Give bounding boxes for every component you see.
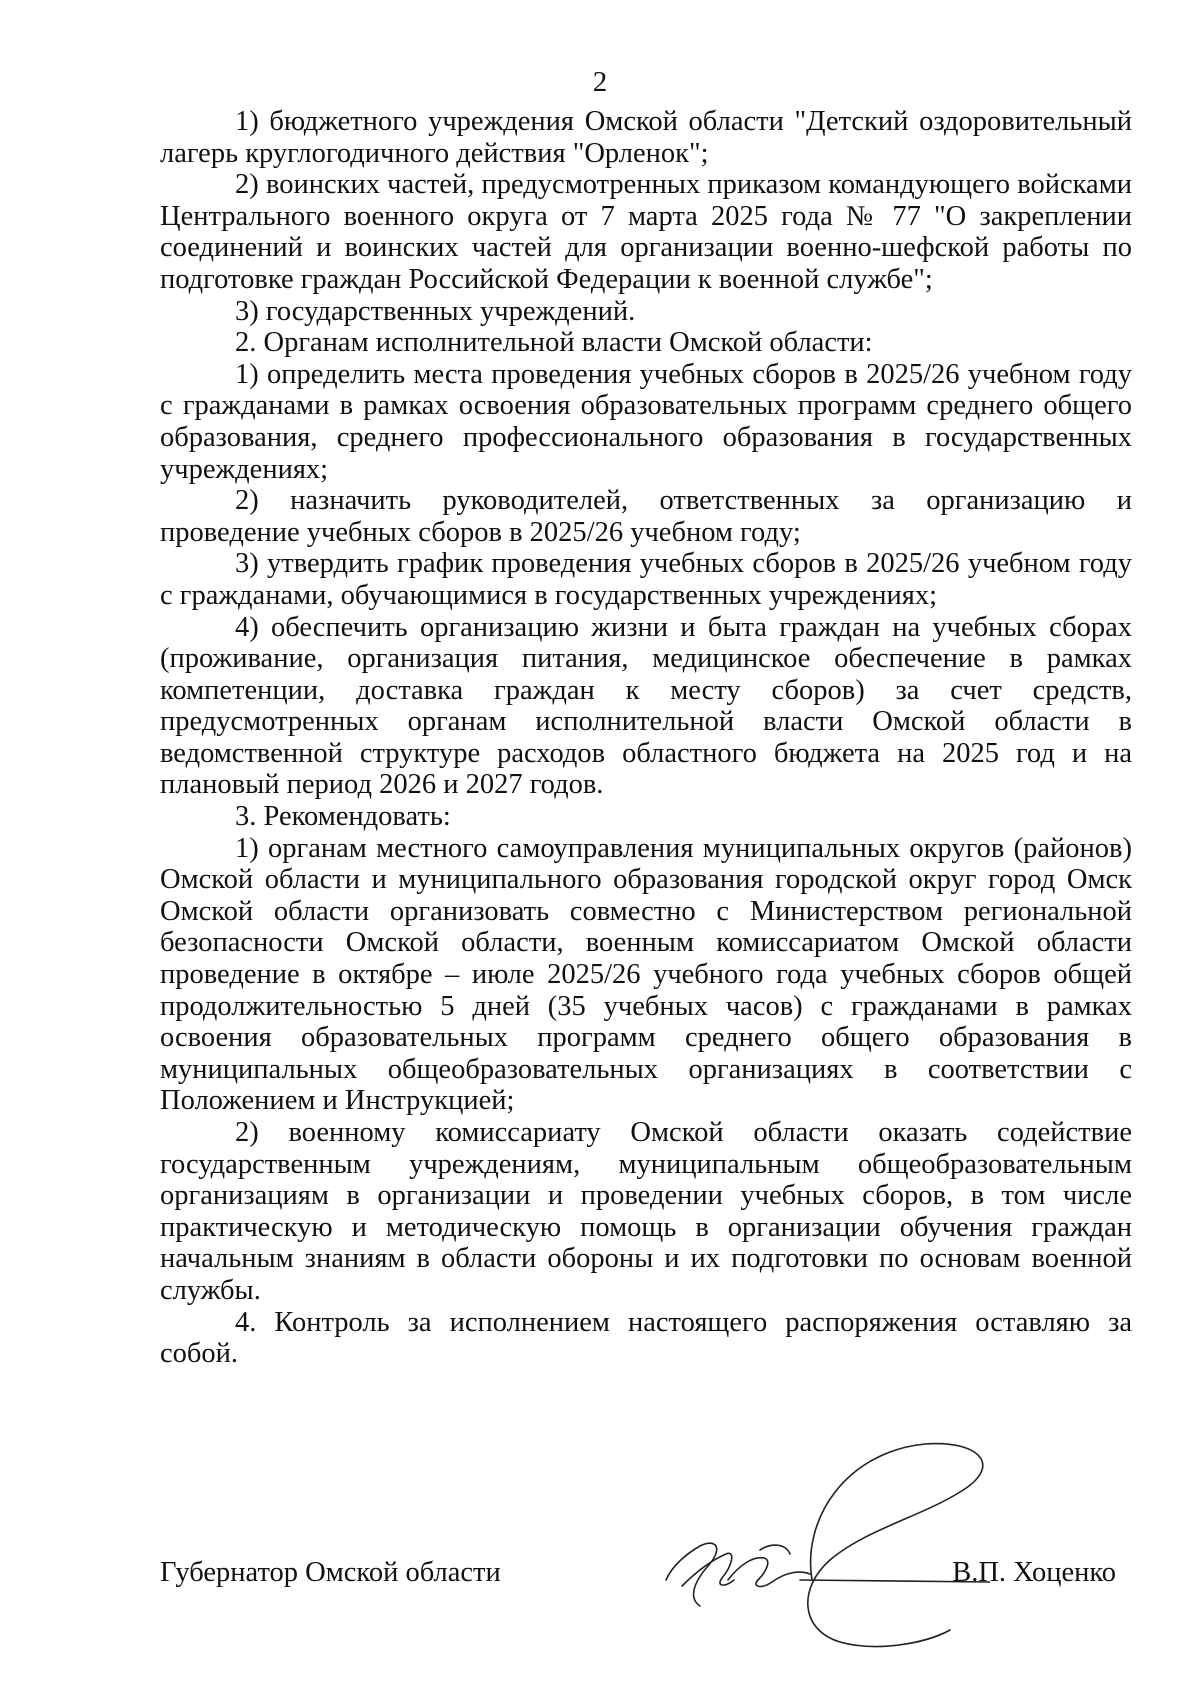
paragraph-2-2: 2) назначить руководителей, ответственных за организацию и проведение учебных сборов в 2025/26 учебном году; (160, 485, 1132, 548)
paragraph-3-2: 2) военному комиссариату Омской области оказать содействие государственным учреждениям, муниципальным общеобразовательным организациям в организации и проведении учебных сборов, в том числе практическую и методическую помощь в организации обучения граждан начальным знаниям в области обороны и их подготовки по основам военной службы. (160, 1117, 1132, 1306)
section-3-heading: 3. Рекомендовать: (235, 801, 451, 833)
paragraph-1-2: 2) воинских частей, предусмотренных приказом командующего войсками Центрального военного округа от 7 марта 2025 года № 77 "О закреплении соединений и воинских частей для организации военно-шефской работы по подготовке граждан Российской Федерации к военной службе"; (160, 169, 1132, 295)
paragraph-2-3: 3) утвердить график проведения учебных сборов в 2025/26 учебном году с гражданами, обучающимися в государственных учреждениях; (160, 548, 1132, 611)
paragraph-1-3: 3) государственных учреждений. (235, 295, 636, 327)
section-4-paragraph: 4. Контроль за исполнением настоящего распоряжения оставляю за собой. (160, 1306, 1132, 1370)
paragraph-3-1: 1) органам местного самоуправления муниципальных округов (районов) Омской области и муниципального образования городской округ город Омск Омской области организовать совместно с Министерством региональной безопасности Омской области, военным комиссариатом Омской области проведение в октябре – июле 2025/26 учебного года учебных сборов общей продолжительностью 5 дней (35 учебных часов) с гражданами в рамках освоения образовательных программ среднего общего образования в муниципальных общеобразовательных организациях в соответствии с Положением и Инструкцией; (160, 832, 1132, 1117)
paragraph-1-1: 1) бюджетного учреждения Омской области "Детский оздоровительный лагерь круглогодичного действия "Орленок"; (160, 106, 1132, 169)
page-number: 2 (592, 66, 608, 98)
handwritten-signature (660, 1430, 990, 1660)
signatory-name: В.П. Хоценко (952, 1557, 1116, 1588)
paragraph-2-4: 4) обеспечить организацию жизни и быта граждан на учебных сборах (проживание, организация питания, медицинское обеспечение в рамках компетенции, доставка граждан к месту сборов) за счет средств, предусмотренных органам исполнительной власти Омской области в ведомственной структуре расходов областного бюджета на 2025 год и на плановый период 2026 и 2027 годов. (160, 611, 1132, 801)
document-body (160, 106, 1132, 1370)
section-2-heading: 2. Органам исполнительной власти Омской области: (235, 327, 873, 359)
paragraph-2-1: 1) определить места проведения учебных сборов в 2025/26 учебном году с гражданами в рамках освоения образовательных программ среднего общего образования, среднего профессионального образования в государственных учреждениях; (160, 358, 1132, 485)
signatory-position: Губернатор Омской области (160, 1557, 501, 1588)
signature-block (160, 1557, 1132, 1601)
